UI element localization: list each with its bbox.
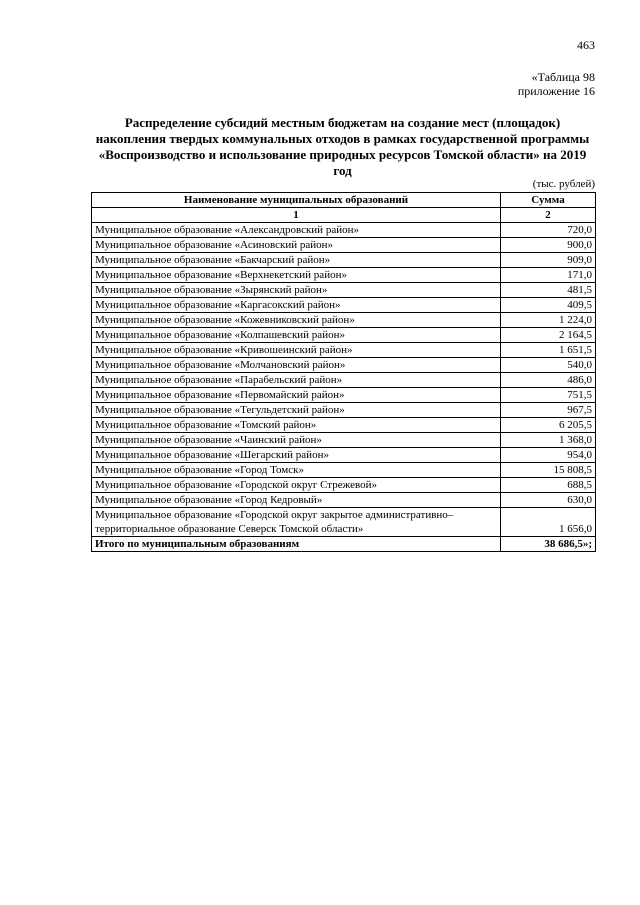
municipality-name: Муниципальное образование «Чаинский район»	[92, 433, 501, 448]
municipality-name: Муниципальное образование «Александровский район»	[92, 223, 501, 238]
municipality-name: Муниципальное образование «Первомайский район»	[92, 388, 501, 403]
subsidy-sum: 720,0	[501, 223, 596, 238]
header-name: Наименование муниципальных образований	[92, 193, 501, 208]
table-row	[92, 448, 596, 463]
table-row	[92, 313, 596, 328]
municipality-name: Муниципальное образование «Городской округ закрытое административно–территориальное образование Северск Томской области»	[92, 508, 501, 537]
table-row	[92, 418, 596, 433]
table-row	[92, 433, 596, 448]
municipality-name: Муниципальное образование «Город Томск»	[92, 463, 501, 478]
table-row	[92, 478, 596, 493]
column-number-1: 1	[92, 208, 501, 223]
municipality-name: Муниципальное образование «Городской округ Стрежевой»	[92, 478, 501, 493]
table-row	[92, 358, 596, 373]
municipality-name: Муниципальное образование «Зырянский район»	[92, 283, 501, 298]
page-number: 463	[577, 38, 595, 52]
total-label: Итого по муниципальным образованиям	[92, 537, 501, 552]
subsidy-sum: 1 368,0	[501, 433, 596, 448]
subsidy-sum: 409,5	[501, 298, 596, 313]
subsidy-sum: 171,0	[501, 268, 596, 283]
subsidy-sum: 751,5	[501, 388, 596, 403]
subsidy-sum: 1 651,5	[501, 343, 596, 358]
table-header-row	[92, 193, 596, 208]
table-row	[92, 508, 596, 537]
table-row	[92, 403, 596, 418]
table-row	[92, 298, 596, 313]
table-row	[92, 268, 596, 283]
subsidy-sum: 481,5	[501, 283, 596, 298]
table-row	[92, 463, 596, 478]
subsidy-sum: 1 656,0	[501, 508, 596, 537]
municipality-name: Муниципальное образование «Асиновский район»	[92, 238, 501, 253]
subsidy-sum: 954,0	[501, 448, 596, 463]
table-row	[92, 373, 596, 388]
table-row	[92, 253, 596, 268]
municipality-name: Муниципальное образование «Парабельский район»	[92, 373, 501, 388]
subsidy-sum: 6 205,5	[501, 418, 596, 433]
municipality-name: Муниципальное образование «Тегульдетский район»	[92, 403, 501, 418]
subsidy-sum: 909,0	[501, 253, 596, 268]
municipality-name: Муниципальное образование «Бакчарский район»	[92, 253, 501, 268]
column-number-2: 2	[501, 208, 596, 223]
municipality-name: Муниципальное образование «Верхнекетский район»	[92, 268, 501, 283]
table-row	[92, 388, 596, 403]
municipality-name: Муниципальное образование «Город Кедровый»	[92, 493, 501, 508]
table-row	[92, 283, 596, 298]
municipality-name: Муниципальное образование «Молчановский район»	[92, 358, 501, 373]
units-label: (тыс. рублей)	[532, 178, 595, 190]
total-sum: 38 686,5»;	[501, 537, 596, 552]
municipality-name: Муниципальное образование «Шегарский район»	[92, 448, 501, 463]
municipality-name: Муниципальное образование «Кожевниковский район»	[92, 313, 501, 328]
subsidy-sum: 967,5	[501, 403, 596, 418]
column-number-row	[92, 208, 596, 223]
subsidy-sum: 1 224,0	[501, 313, 596, 328]
table-row	[92, 493, 596, 508]
subsidy-sum: 688,5	[501, 478, 596, 493]
subsidy-sum: 540,0	[501, 358, 596, 373]
table-row	[92, 343, 596, 358]
subsidy-table	[91, 192, 596, 552]
table-row	[92, 223, 596, 238]
document-title: Распределение субсидий местным бюджетам на создание мест (площадок) накопления твердых коммунальных отходов в рамках государственной программы «Воспроизводство и использование природных ресурсов Томской области» на 2019 год	[95, 115, 590, 178]
subsidy-sum: 486,0	[501, 373, 596, 388]
table-row	[92, 238, 596, 253]
appendix-reference	[518, 70, 595, 98]
subsidy-sum: 900,0	[501, 238, 596, 253]
header-sum: Сумма	[501, 193, 596, 208]
appendix-label: приложение 16	[517, 84, 595, 98]
total-row	[92, 537, 596, 552]
subsidy-sum: 2 164,5	[501, 328, 596, 343]
municipality-name: Муниципальное образование «Томский район»	[92, 418, 501, 433]
subsidy-sum: 630,0	[501, 493, 596, 508]
municipality-name: Муниципальное образование «Каргасокский район»	[92, 298, 501, 313]
table-row	[92, 328, 596, 343]
subsidy-sum: 15 808,5	[501, 463, 596, 478]
appendix-table-label: «Таблица 98	[531, 70, 595, 84]
municipality-name: Муниципальное образование «Колпашевский район»	[92, 328, 501, 343]
municipality-name: Муниципальное образование «Кривошеинский район»	[92, 343, 501, 358]
